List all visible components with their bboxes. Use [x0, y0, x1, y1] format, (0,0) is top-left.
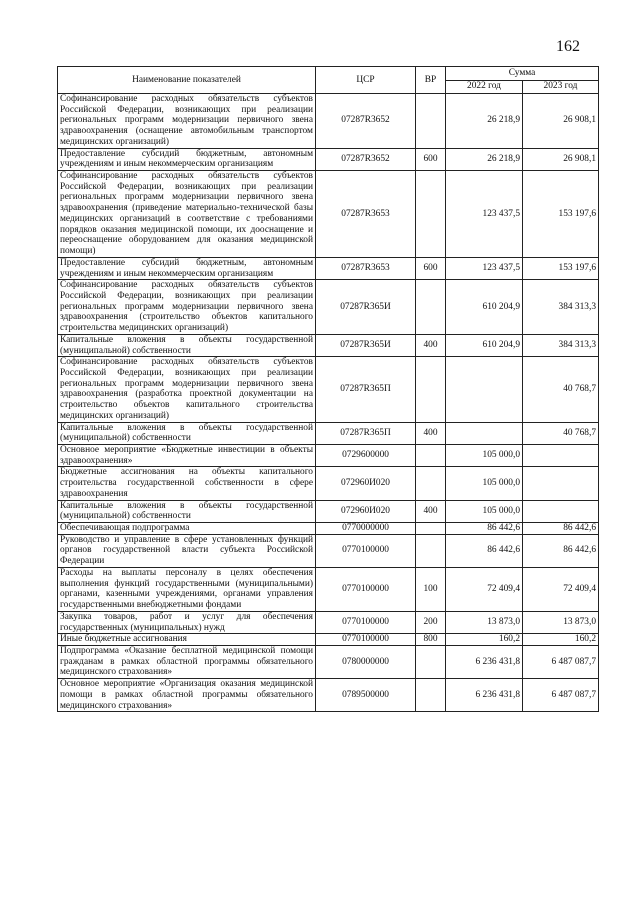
row-sum-2022: 26 218,9 [446, 148, 523, 170]
table-row [58, 280, 599, 335]
row-sum-2023: 13 873,0 [523, 611, 599, 633]
row-name: Софинансирование расходных обязательств субъектов Российской Федерации, возникающих при реализации региональных программ модернизации первичного звена здравоохранения (оснащение автомобильным транспортом медицинских организаций) [58, 94, 316, 149]
row-vr [416, 679, 446, 712]
row-csr: 0770100000 [316, 611, 416, 633]
table-row [58, 148, 599, 170]
row-csr: 0770100000 [316, 567, 416, 611]
budget-table [57, 66, 599, 712]
row-name: Бюджетные ассигнования на объекты капитального строительства государственной собственности в сфере здравоохранения [58, 467, 316, 500]
row-vr [416, 467, 446, 500]
row-sum-2023: 384 313,3 [523, 280, 599, 335]
row-sum-2023: 153 197,6 [523, 171, 599, 258]
row-csr: 07287R3653 [316, 257, 416, 279]
row-csr: 07287R365И [316, 280, 416, 335]
row-vr: 600 [416, 257, 446, 279]
row-sum-2023: 40 768,7 [523, 357, 599, 422]
row-sum-2022: 86 442,6 [446, 534, 523, 567]
row-sum-2023: 86 442,6 [523, 534, 599, 567]
row-name: Капитальные вложения в объекты государственной (муниципальной) собственности [58, 422, 316, 444]
row-sum-2022: 72 409,4 [446, 567, 523, 611]
row-csr: 07287R3652 [316, 94, 416, 149]
row-sum-2022: 86 442,6 [446, 523, 523, 535]
row-sum-2023: 86 442,6 [523, 523, 599, 535]
row-sum-2022: 610 204,9 [446, 280, 523, 335]
row-csr: 07287R3652 [316, 148, 416, 170]
table-row [58, 534, 599, 567]
row-csr: 0729600000 [316, 445, 416, 467]
row-sum-2023: 26 908,1 [523, 94, 599, 149]
row-sum-2023: 26 908,1 [523, 148, 599, 170]
row-name: Обеспечивающая подпрограмма [58, 523, 316, 535]
table-row [58, 171, 599, 258]
table-row [58, 611, 599, 633]
row-name: Софинансирование расходных обязательств субъектов Российской Федерации, возникающих при реализации региональных программ модернизации первичного звена здравоохранения (приведение материально-технической базы медицинских организаций в соответствие с требованиями порядков оказания медицинской помощи, их дооснащение и переоснащение оборудованием для оказания медицинской помощи) [58, 171, 316, 258]
row-sum-2022: 105 000,0 [446, 445, 523, 467]
row-sum-2022: 6 236 431,8 [446, 679, 523, 712]
table-row [58, 567, 599, 611]
row-name: Предоставление субсидий бюджетным, автономным учреждениям и иным некоммерческим организациям [58, 257, 316, 279]
row-sum-2023: 6 487 087,7 [523, 679, 599, 712]
row-name: Иные бюджетные ассигнования [58, 634, 316, 646]
row-sum-2022: 26 218,9 [446, 94, 523, 149]
row-name: Расходы на выплаты персоналу в целях обеспечения выполнения функций государственными (муниципальными) органами, казенными учреждениями, органами управления государственными внебюджетными фондами [58, 567, 316, 611]
row-sum-2023: 6 487 087,7 [523, 645, 599, 678]
row-vr [416, 523, 446, 535]
table-row [58, 257, 599, 279]
table-row [58, 445, 599, 467]
table-row [58, 645, 599, 678]
row-sum-2023: 153 197,6 [523, 257, 599, 279]
row-sum-2022: 123 437,5 [446, 257, 523, 279]
row-csr: 0770100000 [316, 534, 416, 567]
row-sum-2023 [523, 500, 599, 522]
row-vr [416, 445, 446, 467]
row-name: Предоставление субсидий бюджетным, автономным учреждениям и иным некоммерческим организациям [58, 148, 316, 170]
header-vr: ВР [416, 67, 446, 94]
header-csr: ЦСР [316, 67, 416, 94]
table-row [58, 334, 599, 356]
row-vr: 400 [416, 500, 446, 522]
row-sum-2022: 123 437,5 [446, 171, 523, 258]
table-row [58, 634, 599, 646]
row-sum-2022: 6 236 431,8 [446, 645, 523, 678]
header-sum: Сумма [446, 67, 599, 81]
row-vr: 200 [416, 611, 446, 633]
row-name: Софинансирование расходных обязательств субъектов Российской Федерации, возникающих при реализации региональных программ модернизации первичного звена здравоохранения (разработка проектной документации на строительство объектов капитального строительства медицинских организаций) [58, 357, 316, 422]
row-name: Закупка товаров, работ и услуг для обеспечения государственных (муниципальных) нужд [58, 611, 316, 633]
table-row [58, 679, 599, 712]
row-csr: 07287R3653 [316, 171, 416, 258]
row-csr: 0789500000 [316, 679, 416, 712]
table-row [58, 422, 599, 444]
row-vr [416, 357, 446, 422]
row-sum-2022: 610 204,9 [446, 334, 523, 356]
row-vr: 400 [416, 334, 446, 356]
table-row [58, 467, 599, 500]
row-csr: 0770000000 [316, 523, 416, 535]
row-vr [416, 280, 446, 335]
row-vr: 800 [416, 634, 446, 646]
row-vr: 400 [416, 422, 446, 444]
row-name: Основное мероприятие «Бюджетные инвестиции в объекты здравоохранения» [58, 445, 316, 467]
row-vr [416, 171, 446, 258]
page-number: 162 [556, 38, 580, 55]
row-sum-2023: 72 409,4 [523, 567, 599, 611]
row-sum-2022: 13 873,0 [446, 611, 523, 633]
row-vr: 100 [416, 567, 446, 611]
row-sum-2022 [446, 357, 523, 422]
row-sum-2023 [523, 445, 599, 467]
row-vr [416, 94, 446, 149]
table-row [58, 523, 599, 535]
row-csr: 07287R365П [316, 422, 416, 444]
row-sum-2022 [446, 422, 523, 444]
table-row [58, 357, 599, 422]
row-csr: 072960И020 [316, 500, 416, 522]
row-sum-2022: 160,2 [446, 634, 523, 646]
row-sum-2023: 40 768,7 [523, 422, 599, 444]
row-csr: 07287R365П [316, 357, 416, 422]
row-sum-2023: 384 313,3 [523, 334, 599, 356]
header-year-2023: 2023 год [523, 80, 599, 94]
row-name: Капитальные вложения в объекты государственной (муниципальной) собственности [58, 500, 316, 522]
row-name: Руководство и управление в сфере установленных функций органов государственной власти субъекта Российской Федерации [58, 534, 316, 567]
row-sum-2023: 160,2 [523, 634, 599, 646]
row-name: Подпрограмма «Оказание бесплатной медицинской помощи гражданам в рамках областной программы обязательного медицинского страхования» [58, 645, 316, 678]
header-name: Наименование показателей [58, 67, 316, 94]
row-sum-2022: 105 000,0 [446, 500, 523, 522]
row-name: Основное мероприятие «Организация оказания медицинской помощи в рамках областной программы обязательного медицинского страхования» [58, 679, 316, 712]
header-year-2022: 2022 год [446, 80, 523, 94]
row-sum-2023 [523, 467, 599, 500]
table-row [58, 500, 599, 522]
row-csr: 07287R365И [316, 334, 416, 356]
row-vr [416, 645, 446, 678]
row-name: Капитальные вложения в объекты государственной (муниципальной) собственности [58, 334, 316, 356]
row-vr [416, 534, 446, 567]
row-csr: 0780000000 [316, 645, 416, 678]
row-vr: 600 [416, 148, 446, 170]
row-name: Софинансирование расходных обязательств субъектов Российской Федерации, возникающих при реализации региональных программ модернизации первичного звена здравоохранения (строительство объектов капитального строительства медицинских организаций) [58, 280, 316, 335]
row-sum-2022: 105 000,0 [446, 467, 523, 500]
row-csr: 0770100000 [316, 634, 416, 646]
table-row [58, 94, 599, 149]
row-csr: 072960И020 [316, 467, 416, 500]
